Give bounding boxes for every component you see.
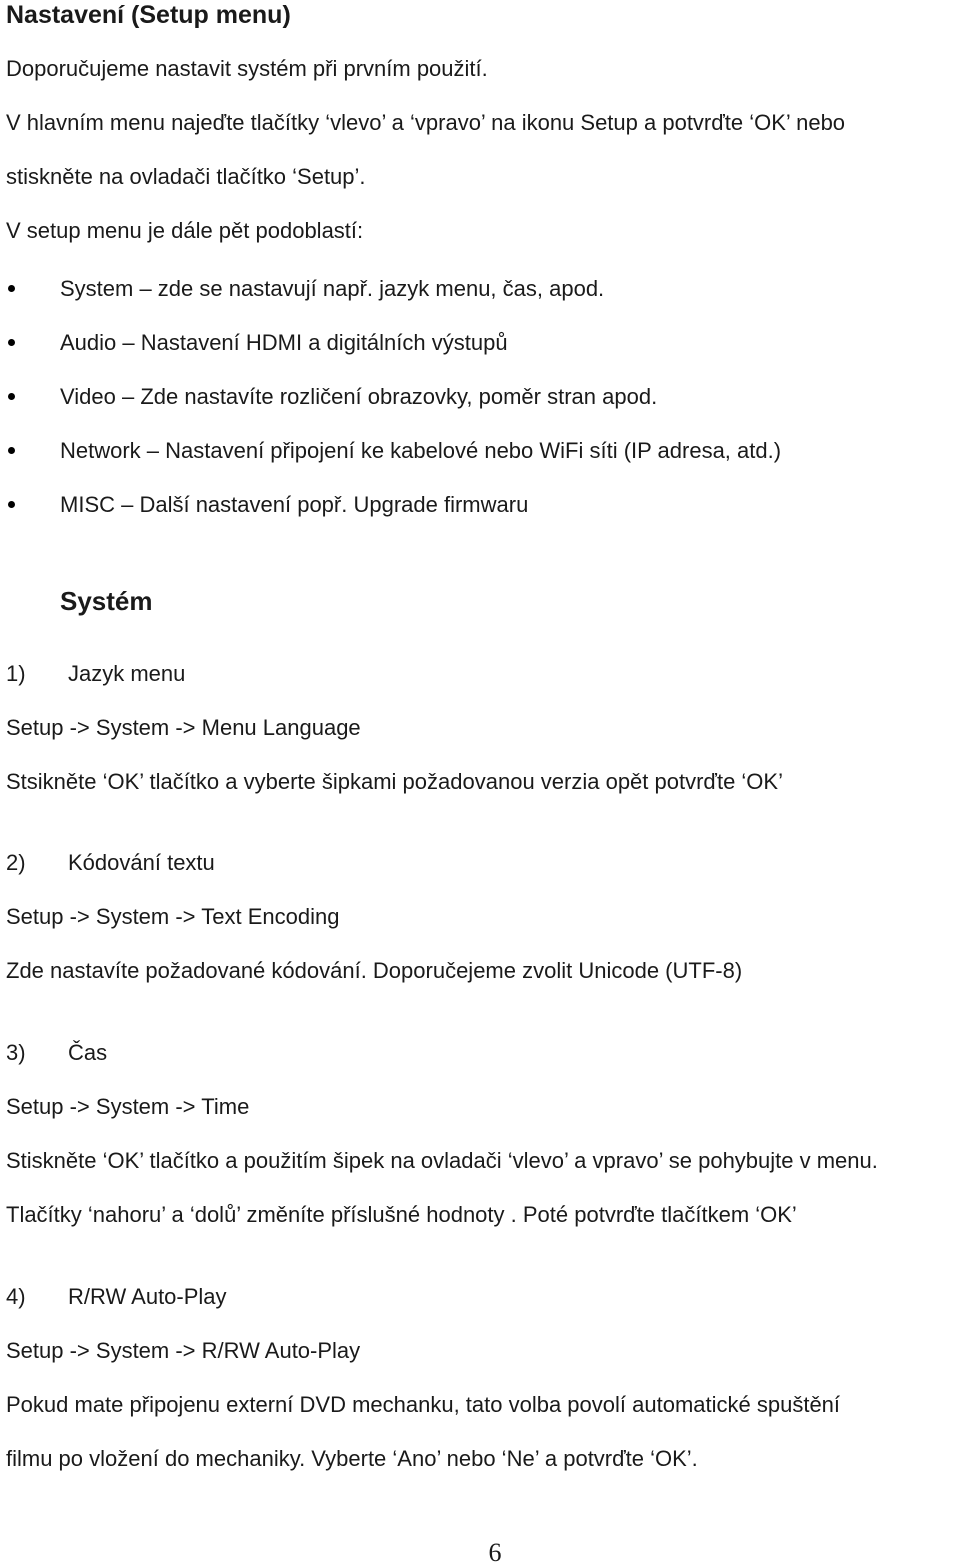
item-line: Pokud mate připojenu externí DVD mechanku, tato volba povolí automatické spuštění xyxy=(6,1392,841,1417)
bullet-icon xyxy=(8,339,15,346)
list-item-text: System – zde se nastavují např. jazyk menu, čas, apod. xyxy=(60,276,605,301)
item-number: 1) xyxy=(6,661,26,686)
item-line: Stiskněte ‘OK’ tlačítko a použitím šipek na ovladači ‘vlevo’ a vpravo’ se pohybujte v menu. xyxy=(6,1148,878,1173)
bullet-icon xyxy=(8,285,15,292)
item-line: Stsikněte ‘OK’ tlačítko a vyberte šipkami požadovanou verzia opět potvrďte ‘OK’ xyxy=(6,769,783,794)
item-line: Zde nastavíte požadované kódování. Doporučejeme zvolit Unicode (UTF-8) xyxy=(6,958,743,983)
page-number: 6 xyxy=(488,1538,502,1567)
bullet-icon xyxy=(8,501,15,508)
item-heading xyxy=(6,1040,107,1066)
item-number: 4) xyxy=(6,1284,26,1309)
item-line: Setup -> System -> Text Encoding xyxy=(6,904,340,929)
page-title: Nastavení (Setup menu) xyxy=(6,1,291,29)
item-name: Čas xyxy=(68,1040,108,1065)
item-line: Setup -> System -> Time xyxy=(6,1094,250,1119)
item-heading xyxy=(6,1284,227,1310)
list-item-text: Network – Nastavení připojení ke kabelové nebo WiFi síti (IP adresa, atd.) xyxy=(60,438,782,463)
item-line: Tlačítky ‘nahoru’ a ‘dolů’ změníte příslušné hodnoty . Poté potvrďte tlačítkem ‘OK’ xyxy=(6,1202,797,1227)
item-line: Setup -> System -> Menu Language xyxy=(6,715,361,740)
bullet-icon xyxy=(8,393,15,400)
list-item-text: Audio – Nastavení HDMI a digitálních výstupů xyxy=(60,330,508,355)
item-name: Kódování textu xyxy=(68,850,215,875)
intro-line: V hlavním menu najeďte tlačítky ‘vlevo’ a ‘vpravo’ na ikonu Setup a potvrďte ‘OK’ nebo xyxy=(6,110,846,135)
intro-line: V setup menu je dále pět podoblastí: xyxy=(6,218,364,243)
item-name: Jazyk menu xyxy=(68,661,186,686)
item-heading xyxy=(6,850,215,876)
intro-line: Doporučujeme nastavit systém při prvním použití. xyxy=(6,56,488,81)
section-heading: Systém xyxy=(60,586,153,616)
item-heading xyxy=(6,661,185,687)
intro-line: stiskněte na ovladači tlačítko ‘Setup’. xyxy=(6,164,366,189)
item-number: 3) xyxy=(6,1040,26,1065)
list-item-text: MISC – Další nastavení popř. Upgrade firmwaru xyxy=(60,492,529,517)
item-line: filmu po vložení do mechaniky. Vyberte ‘Ano’ nebo ‘Ne’ a potvrďte ‘OK’. xyxy=(6,1446,698,1471)
item-name: R/RW Auto-Play xyxy=(68,1284,227,1309)
item-number: 2) xyxy=(6,850,26,875)
list-item-text: Video – Zde nastavíte rozličení obrazovky, poměr stran apod. xyxy=(60,384,658,409)
item-line: Setup -> System -> R/RW Auto-Play xyxy=(6,1338,361,1363)
bullet-icon xyxy=(8,447,15,454)
